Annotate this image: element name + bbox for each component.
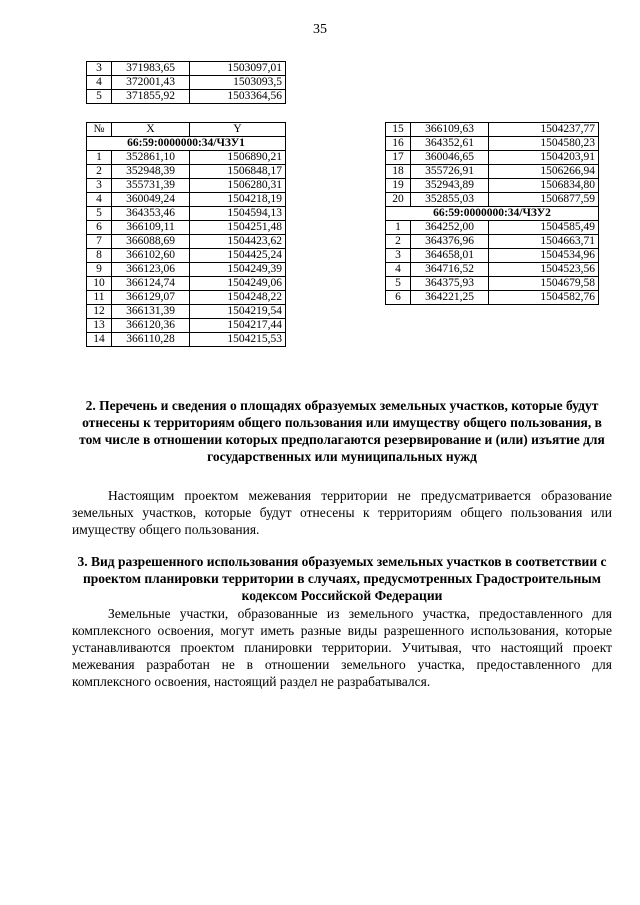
table-row: [87, 263, 286, 277]
point-number: 14: [87, 333, 112, 347]
point-number: 20: [386, 193, 411, 207]
y-coordinate: 1504594,13: [190, 207, 286, 221]
group-title-row: [386, 207, 599, 221]
table-header-row: [87, 123, 286, 137]
y-coordinate: 1504217,44: [190, 319, 286, 333]
point-number: 5: [87, 207, 112, 221]
table-row: [87, 76, 286, 90]
table-row: [386, 123, 599, 137]
point-number: 1: [87, 151, 112, 165]
section-3-heading: 3. Вид разрешенного использования образуемых земельных участков в соответствии с проектом планировки территории в случаях, предусмотренных Градостроительным кодексом Российской Федерации: [77, 554, 607, 603]
point-number: 6: [87, 221, 112, 235]
x-coordinate: 366123,06: [112, 263, 190, 277]
point-number: 17: [386, 151, 411, 165]
x-coordinate: 355726,91: [411, 165, 489, 179]
point-number: 7: [87, 235, 112, 249]
y-coordinate: 1504679,58: [489, 277, 599, 291]
x-coordinate: 366088,69: [112, 235, 190, 249]
point-number: 8: [87, 249, 112, 263]
x-coordinate: 364252,00: [411, 221, 489, 235]
point-number: 5: [87, 90, 112, 104]
x-coordinate: 355731,39: [112, 179, 190, 193]
y-coordinate: 1504585,49: [489, 221, 599, 235]
point-number: 1: [386, 221, 411, 235]
point-number: 10: [87, 277, 112, 291]
y-coordinate: 1506877,59: [489, 193, 599, 207]
coordinates-table-chzu1-cont-chzu2: [385, 122, 599, 305]
x-coordinate: 352855,03: [411, 193, 489, 207]
point-number: 4: [87, 193, 112, 207]
coordinates-table-top: [86, 61, 286, 104]
table-row: [386, 165, 599, 179]
table-row: [386, 221, 599, 235]
table-row: [386, 193, 599, 207]
x-coordinate: 364376,96: [411, 235, 489, 249]
point-number: 5: [386, 277, 411, 291]
y-coordinate: 1504663,71: [489, 235, 599, 249]
point-number: 13: [87, 319, 112, 333]
point-number: 3: [87, 179, 112, 193]
table-row: [386, 151, 599, 165]
table-row: [87, 221, 286, 235]
x-coordinate: 366109,63: [411, 123, 489, 137]
y-coordinate: 1503364,56: [190, 90, 286, 104]
x-coordinate: 364353,46: [112, 207, 190, 221]
point-number: 4: [87, 76, 112, 90]
table-row: [87, 151, 286, 165]
x-coordinate: 371983,65: [112, 62, 190, 76]
table-row: [386, 263, 599, 277]
x-coordinate: 352948,39: [112, 165, 190, 179]
table-row: [386, 137, 599, 151]
x-coordinate: 364352,61: [411, 137, 489, 151]
point-number: 3: [87, 62, 112, 76]
x-coordinate: 366131,39: [112, 305, 190, 319]
x-coordinate: 372001,43: [112, 76, 190, 90]
table-row: [87, 179, 286, 193]
table-row: [87, 319, 286, 333]
table-row: [386, 179, 599, 193]
x-coordinate: 371855,92: [112, 90, 190, 104]
y-coordinate: 1506890,21: [190, 151, 286, 165]
x-coordinate: 352861,10: [112, 151, 190, 165]
point-number: 11: [87, 291, 112, 305]
y-coordinate: 1504249,39: [190, 263, 286, 277]
group-title-row: [87, 137, 286, 151]
table-row: [386, 249, 599, 263]
y-coordinate: 1504534,96: [489, 249, 599, 263]
x-coordinate: 364658,01: [411, 249, 489, 263]
point-number: 12: [87, 305, 112, 319]
section-3-paragraph: Земельные участки, образованные из земельного участка, предоставленного для комплексного освоения, могут иметь разные виды разрешенного использования, которые устанавливаются проектом планировки территории. Учитывая, что настоящий проект межевания разработан не в отношении земельного участка, предоставленного для комплексного освоения, настоящий раздел не разрабатывался.: [72, 606, 612, 689]
y-coordinate: 1504425,24: [190, 249, 286, 263]
y-coordinate: 1504580,23: [489, 137, 599, 151]
y-coordinate: 1506266,94: [489, 165, 599, 179]
table-row: [87, 207, 286, 221]
y-coordinate: 1503097,01: [190, 62, 286, 76]
group-title-chzu2: 66:59:0000000:34/ЧЗУ2: [386, 207, 599, 221]
x-coordinate: 364716,52: [411, 263, 489, 277]
y-coordinate: 1504215,53: [190, 333, 286, 347]
table-row: [87, 235, 286, 249]
y-coordinate: 1506834,80: [489, 179, 599, 193]
table-row: [87, 291, 286, 305]
table-row: [87, 305, 286, 319]
y-coordinate: 1504251,48: [190, 221, 286, 235]
point-number: 19: [386, 179, 411, 193]
point-number: 18: [386, 165, 411, 179]
point-number: 4: [386, 263, 411, 277]
table-row: [87, 62, 286, 76]
x-coordinate: 360046,65: [411, 151, 489, 165]
table-row: [87, 90, 286, 104]
x-coordinate: 360049,24: [112, 193, 190, 207]
table-row: [87, 277, 286, 291]
y-coordinate: 1504218,19: [190, 193, 286, 207]
y-coordinate: 1504523,56: [489, 263, 599, 277]
page-number: 35: [313, 22, 327, 37]
x-coordinate: 366129,07: [112, 291, 190, 305]
table-row: [87, 193, 286, 207]
y-coordinate: 1506280,31: [190, 179, 286, 193]
point-number: 15: [386, 123, 411, 137]
x-coordinate: 366120,36: [112, 319, 190, 333]
y-coordinate: 1504582,76: [489, 291, 599, 305]
column-header-number: №: [87, 123, 112, 137]
y-coordinate: 1506848,17: [190, 165, 286, 179]
column-header-y: Y: [190, 123, 286, 137]
x-coordinate: 366109,11: [112, 221, 190, 235]
x-coordinate: 364221,25: [411, 291, 489, 305]
table-row: [87, 249, 286, 263]
point-number: 9: [87, 263, 112, 277]
point-number: 3: [386, 249, 411, 263]
y-coordinate: 1504423,62: [190, 235, 286, 249]
table-row: [386, 291, 599, 305]
x-coordinate: 366102,60: [112, 249, 190, 263]
point-number: 2: [386, 235, 411, 249]
section-2-heading: 2. Перечень и сведения о площадях образуемых земельных участков, которые будут отнесены к территориям общего пользования или имуществу общего пользования, в том числе в отношении которых предполагаются резервирование и (или) изъятие для государственных или муниципальных нужд: [79, 398, 605, 464]
y-coordinate: 1504203,91: [489, 151, 599, 165]
point-number: 2: [87, 165, 112, 179]
y-coordinate: 1503093,5: [190, 76, 286, 90]
y-coordinate: 1504248,22: [190, 291, 286, 305]
x-coordinate: 352943,89: [411, 179, 489, 193]
column-header-x: X: [112, 123, 190, 137]
table-row: [87, 333, 286, 347]
point-number: 6: [386, 291, 411, 305]
table-row: [87, 165, 286, 179]
x-coordinate: 366124,74: [112, 277, 190, 291]
point-number: 16: [386, 137, 411, 151]
y-coordinate: 1504219,54: [190, 305, 286, 319]
y-coordinate: 1504237,77: [489, 123, 599, 137]
section-2-paragraph: Настоящим проектом межевания территории не предусматривается образование земельных участков, которые будут отнесены к территориям общего пользования или имуществу общего пользования.: [72, 488, 612, 537]
group-title-chzu1: 66:59:0000000:34/ЧЗУ1: [87, 137, 286, 151]
y-coordinate: 1504249,06: [190, 277, 286, 291]
table-row: [386, 277, 599, 291]
table-row: [386, 235, 599, 249]
x-coordinate: 364375,93: [411, 277, 489, 291]
x-coordinate: 366110,28: [112, 333, 190, 347]
coordinates-table-chzu1: [86, 122, 286, 347]
